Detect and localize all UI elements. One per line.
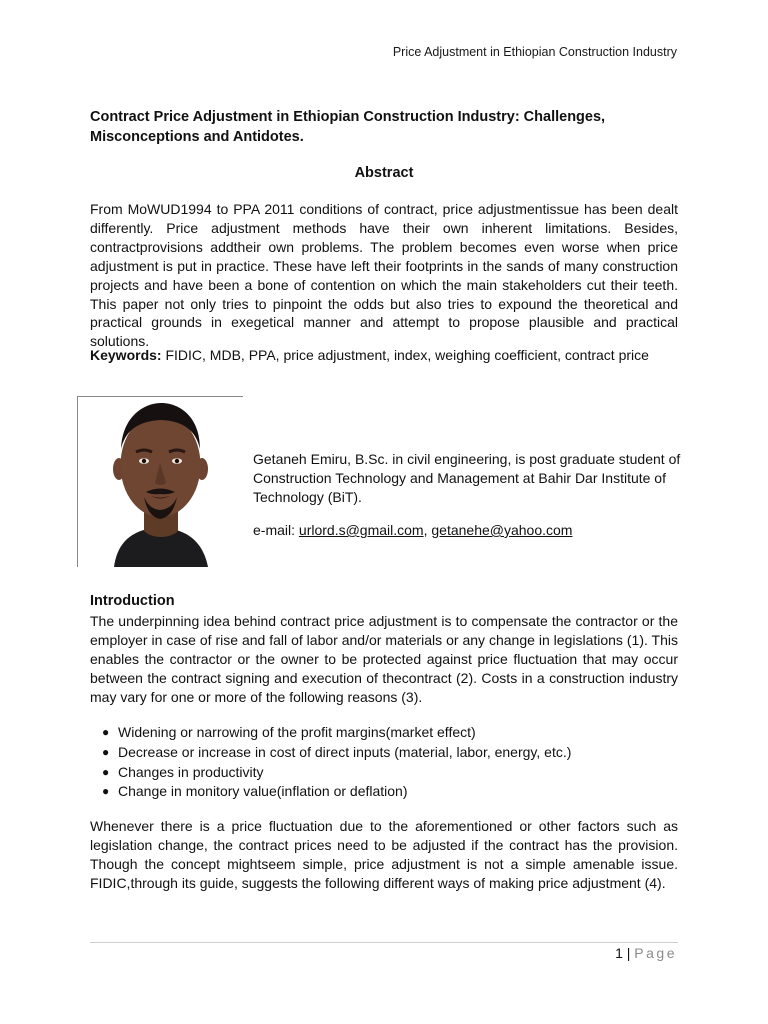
reasons-list [90,723,678,802]
running-header: Price Adjustment in Ethiopian Construction Industry [392,45,677,59]
bullet-icon: ● [102,744,110,759]
keywords-value: FIDIC, MDB, PPA, price adjustment, index, weighing coefficient, contract price [161,347,649,363]
introduction-heading: Introduction [90,593,175,609]
keywords [90,347,678,363]
author-email [253,522,683,538]
author-bio: Getaneh Emiru, B.Sc. in civil engineering, is post graduate student of Construction Technology and Management at Bahir Dar Institute of Technology (BiT). [253,451,681,505]
list-item [90,743,678,763]
footer-separator: | [622,945,635,961]
page-label: Page [634,945,677,961]
paper-title: Contract Price Adjustment in Ethiopian Construction Industry: Challenges, Misconceptions and Antidotes. [90,109,606,145]
author-photo [77,396,243,567]
list-item-text: Change in monitory value(inflation or deflation) [118,783,408,800]
footer-divider [90,942,678,943]
bullet-icon: ● [102,784,110,799]
abstract-heading: Abstract [354,165,414,181]
list-item-text: Widening or narrowing of the profit margins(market effect) [118,724,476,740]
introduction-paragraph-1: The underpinning idea behind contract price adjustment is to compensate the contractor or the employer in case of rise and fall of labor and/or materials or any change in legislations (1). This enables the contractor or the owner to be protected against price fluctuation that may occur between the contract signing and execution of thecontract (2). Costs in a construction industry may vary for one or more of the following reasons (3). [90,613,678,705]
page-footer [615,945,677,961]
email-separator: , [423,522,432,538]
email-link-secondary[interactable]: getanehe@yahoo.com [431,522,573,538]
list-item-text: Changes in productivity [118,763,264,780]
bullet-icon: ● [102,764,110,779]
bullet-icon: ● [102,725,110,739]
page-number: 1 [615,945,623,961]
email-label: e-mail: [253,522,299,538]
abstract-text: From MoWUD1994 to PPA 2011 conditions of contract, price adjustmentissue has been dealt differently. Price adjustment methods have their own inherent limitations. Besides, contractprovisions addtheir own problems. The problem becomes even worse when price adjustment is put in practice. These have left their footprints in the sands of many construction projects and have been a bone of contention on which the main stakeholders cut their teeth. This paper not only tries to pinpoint the odds but also tries to expound the theoretical and practical grounds in exegetical manner and attempt to propose plausible and practical solutions. [90,201,678,350]
list-item-text: Decrease or increase in cost of direct inputs (material, labor, energy, etc.) [118,743,572,760]
introduction-paragraph-2: Whenever there is a price fluctuation due to the aforementioned or other factors such as legislation change, the contract prices need to be adjusted if the contract has the provision. Though the concept mightseem simple, price adjustment is not a simple amenable issue. FIDIC,through its guide, suggests the following different ways of making price adjustment (4). [90,818,678,891]
email-link-primary[interactable]: urlord.s@gmail.com [298,522,424,538]
list-item [90,723,678,743]
list-item [90,782,678,802]
author-portrait-icon [78,397,243,567]
list-item [90,763,678,783]
keywords-label: Keywords: [90,347,162,363]
